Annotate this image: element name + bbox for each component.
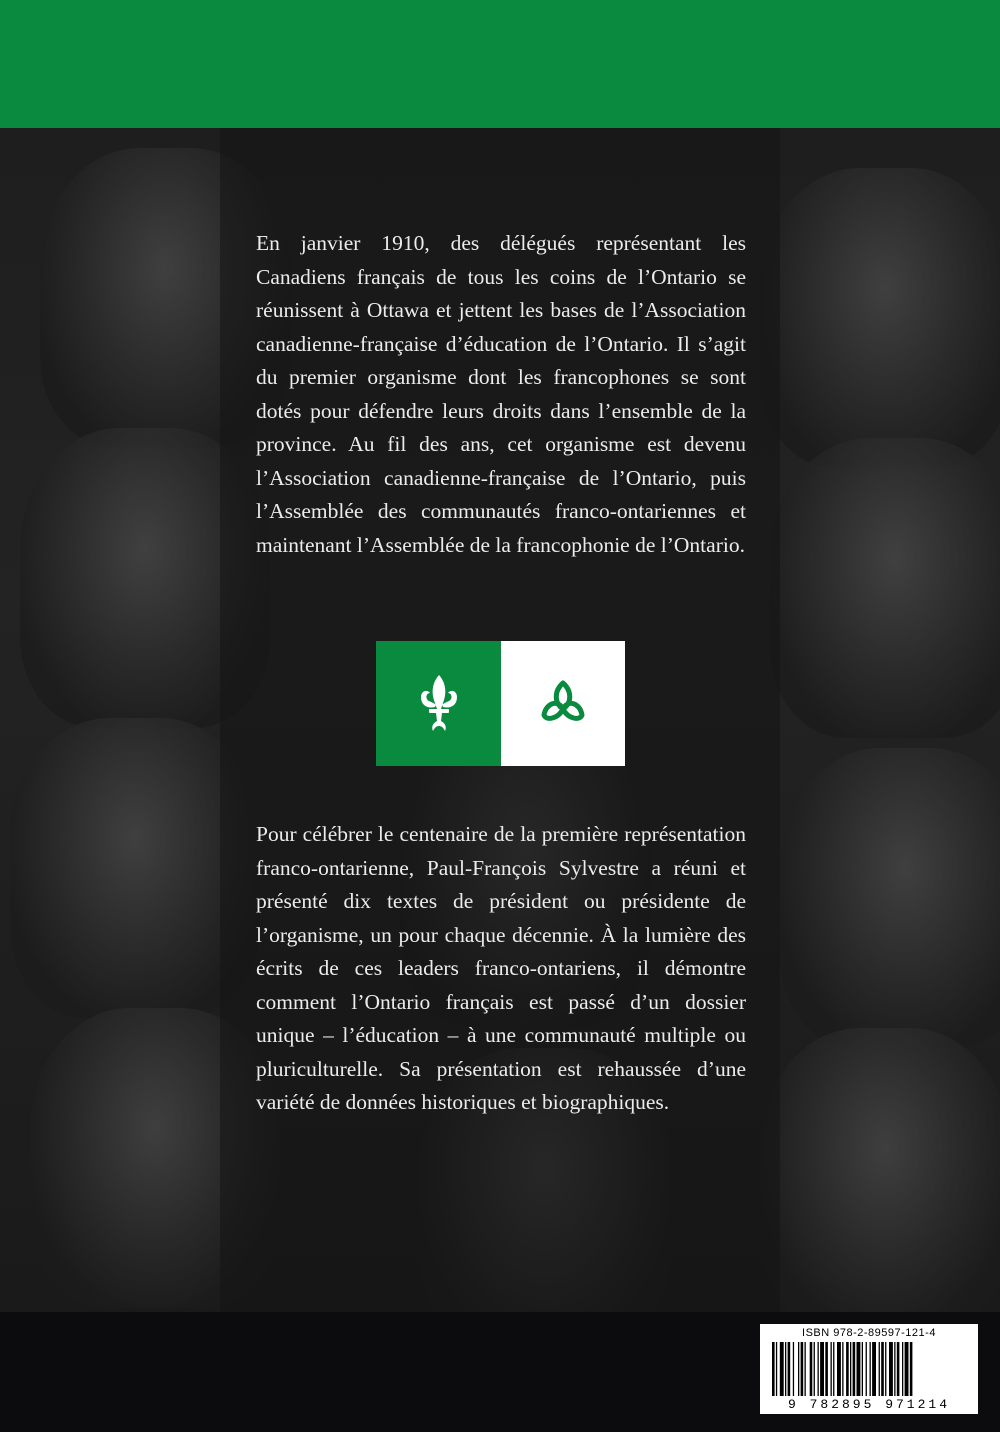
- fleur-de-lis-icon: [417, 673, 461, 735]
- flag-white-panel: [501, 641, 625, 766]
- barcode-bar: [879, 1342, 880, 1396]
- barcode-bar: [910, 1342, 913, 1396]
- barcode-bar: [846, 1342, 849, 1396]
- barcode-bar: [894, 1342, 895, 1396]
- top-green-band: [0, 0, 1000, 128]
- isbn-barcode: [760, 1324, 978, 1414]
- barcode-bar: [818, 1342, 819, 1396]
- barcode-bar: [805, 1342, 806, 1396]
- barcode-bar: [870, 1342, 871, 1396]
- barcode-bar: [881, 1342, 884, 1396]
- barcode-bar: [862, 1342, 863, 1396]
- barcode-digits: 9 782895 971214: [787, 1397, 951, 1412]
- barcode-bar: [833, 1342, 834, 1396]
- barcode-bar: [902, 1342, 903, 1396]
- barcode-bar: [885, 1342, 886, 1396]
- barcode-bar: [853, 1342, 856, 1396]
- description-paragraph-2: Pour célébrer le centenaire de la première représentation franco-ontarienne, Paul-François Sylvestre a réuni et présenté dix textes de président ou présidente de l’organisme, un pour chaque décennie. À la lumière des écrits de ces leaders franco-ontariens, il démontre comment l’Ontario français est passé d’un dossier unique – l’éducation – à une communauté multiple ou pluriculturelle. Sa présentation est rehaussée d’une variété de données historiques et biographiques.: [256, 822, 746, 1114]
- barcode-bar: [785, 1342, 786, 1396]
- flag-green-panel: [376, 641, 501, 766]
- barcode-bar: [905, 1342, 909, 1396]
- barcode-bars: [768, 1342, 970, 1398]
- barcode-bar: [897, 1342, 900, 1396]
- barcode-bar: [857, 1342, 861, 1396]
- barcode-bar: [798, 1342, 799, 1396]
- barcode-bar: [837, 1342, 841, 1396]
- barcode-bar: [889, 1342, 893, 1396]
- barcode-bar: [866, 1342, 867, 1396]
- barcode-bar: [801, 1342, 804, 1396]
- barcode-bar: [772, 1342, 775, 1396]
- barcode-bar: [831, 1342, 832, 1396]
- barcode-bar: [820, 1342, 824, 1396]
- portrait-photo: [770, 438, 1000, 738]
- barcode-bar: [788, 1342, 791, 1396]
- franco-ontarian-flag: [376, 641, 625, 766]
- trillium-icon: [538, 679, 588, 729]
- barcode-bar: [850, 1342, 851, 1396]
- barcode-bar: [776, 1342, 777, 1396]
- barcode-bar: [793, 1342, 794, 1396]
- portrait-photo: [780, 748, 1000, 1048]
- portrait-photo: [760, 168, 1000, 468]
- isbn-label: ISBN 978-2-89597-121-4: [802, 1327, 936, 1339]
- barcode-bar: [814, 1342, 815, 1396]
- barcode-bar: [825, 1342, 828, 1396]
- barcode-bar: [872, 1342, 876, 1396]
- barcode-bar: [780, 1342, 784, 1396]
- portrait-photo: [760, 1028, 1000, 1312]
- barcode-bar: [810, 1342, 813, 1396]
- barcode-bar: [842, 1342, 843, 1396]
- description-paragraph-1: En janvier 1910, des délégués représentant les Canadiens français de tous les coins de l’Ontario se réunissent à Ottawa et jettent les bases de l’Association canadienne-française d’éducation de l’Ontario. Il s’agit du premier organisme dont les francophones se sont dotés pour défendre leurs droits dans l’ensemble de la province. Au fil des ans, cet organisme est devenu l’Association canadienne-française de l’Ontario, puis l’Assemblée des communautés franco-ontariennes et maintenant l’Assemblée de la francophonie de l’Ontario.: [256, 231, 746, 557]
